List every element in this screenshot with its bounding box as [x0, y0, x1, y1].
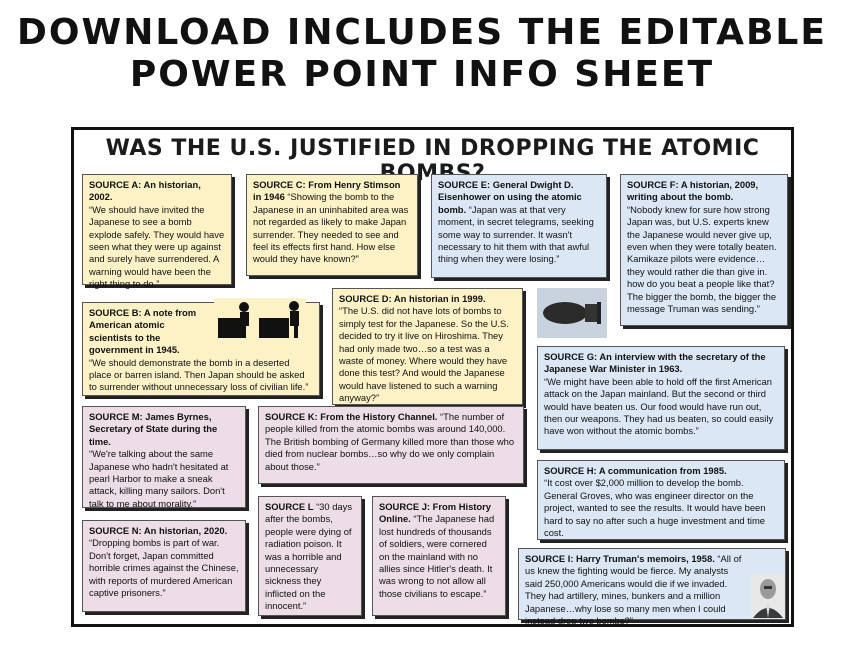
source-n-card [82, 520, 246, 612]
source-j-card [372, 496, 506, 616]
source-f-text: “Nobody knew for sure how strong Japan was, but U.S. experts knew the Japanese would never give up, even when they were totally beaten. Kamikaze pilots were evidence…they would rather die than give in. how do you beat a people like that? The bigger the bomb, the bigger the message Truman was sending.” [627, 203, 777, 315]
source-g-text: “We might have been able to hold off the first American attack on the Japan mainland. But the second or third would have beaten us. Our food would have run out, then our weapons. They had us beaten, so could easily have won without the atomic bombs.” [544, 375, 774, 437]
source-c-card [246, 174, 418, 276]
truman-portrait-image [751, 574, 785, 618]
source-b-heading: SOURCE B: A note from American atomic scientists to the government in 1945. [89, 307, 197, 356]
source-l-card [258, 496, 362, 616]
source-i-text: “All of us knew the fighting would be fierce. My analysts said 250,000 Americans would die if we invaded. They had artillery, mines, bunkers and a million Japanese…why lose so many men when I could instead drop two bombs?” [525, 553, 742, 627]
source-n-text: “Dropping bombs is part of war. Don't forget, Japan committed horrible crimes against the Chinese, with reports of murdered American captive prisoners.” [89, 537, 239, 599]
source-k-heading: SOURCE K: From the History Channel. [265, 411, 438, 422]
source-f-heading: SOURCE F: A historian, 2009, writing about the bomb. [627, 179, 759, 203]
source-h-text: “It cost over $2,000 million to develop the bomb. General Groves, who was engineer director on the project, wanted to see the results. It would have been hard to say no after such a huge investment and time cost. [544, 477, 766, 539]
source-d-card [332, 288, 523, 405]
source-m-heading: SOURCE M: James Byrnes, Secretary of State during the time. [89, 411, 218, 447]
source-f-card [620, 174, 788, 326]
source-a-card [82, 174, 232, 290]
scientists-silhouette-image [214, 298, 306, 342]
source-n-heading: SOURCE N: An historian, 2020. [89, 525, 228, 536]
source-b-text: “We should demonstrate the bomb in a deserted place or barren island. Then Japan should be asked to surrender without unnecessary loss of civilian life.” [89, 356, 309, 393]
source-k-text: “The number of people killed from the atomic bombs was around 140,000. The British bombing of Germany killed more than those who died from nuclear bombs…so why do we only complain about those.” [265, 411, 515, 472]
banner-line-1: DOWNLOAD INCLUDES THE EDITABLE [17, 12, 827, 53]
source-j-text: “The Japanese had lost hundreds of thousands of soldiers, were cornered on the mainland with no allies since Hitler's death. It was wrong to not allow all those civilians to escape.” [379, 513, 495, 599]
source-m-card [82, 406, 246, 508]
source-e-card [431, 174, 607, 278]
source-h-card [537, 460, 785, 540]
source-j-heading: SOURCE J: From History Online. [379, 501, 491, 525]
source-e-text: “Japan was at that very moment, in secret telegrams, seeking some way to surrender. It wasn't necessary to hit them with that awful thing when they were losing.” [438, 203, 594, 265]
source-a-text: “We should have invited the Japanese to see a bomb explode safely. They would have seen what they were up against and surely have surrendered. A warning would have been the right thing to do.” [89, 203, 225, 290]
sheet-title: WAS THE U.S. JUSTIFIED IN DROPPING THE ATOMIC [105, 136, 760, 161]
source-d-heading: SOURCE D: An historian in 1999. [339, 293, 486, 304]
atomic-bomb-image [537, 288, 607, 338]
source-c-text: “Showing the bomb to the Japanese in an uninhabited area was not regarded as likely to make Japan surrender. They needed to see and feel its effects first hand. How else would they have known?” [253, 191, 409, 265]
source-l-heading: SOURCE L [265, 501, 314, 512]
source-m-text: “We're talking about the same Japanese who hadn't hesitated at pearl Harbor to make a sneak attack, killing many sailors. Don't talk to me about morality.” [89, 448, 229, 509]
source-g-heading: SOURCE G: An interview with the secretary of the Japanese War Minister in 1963. [544, 351, 766, 375]
source-i-card [518, 548, 786, 627]
banner-line-2: POWER POINT INFO SHEET [129, 54, 715, 95]
source-d-text: “The U.S. did not have lots of bombs to simply test for the Japanese. So the U.S. decided to try it live on Hiroshima. They had only made two…so a test was a waste of money. Where would they have done this test? And would the Japanese would have listened to such a warning anyway?” [339, 305, 509, 404]
info-sheet [71, 127, 794, 627]
source-h-heading: SOURCE H: A communication from 1985. [544, 465, 727, 476]
source-k-card [258, 406, 524, 484]
source-i-heading: SOURCE I: Harry Truman's memoirs, 1958. [525, 553, 715, 564]
source-g-card [537, 346, 785, 450]
source-l-text: “30 days after the bombs, people were dying of radiation poison. It was a horrible and unnecessary sickness they inflicted on the innocent.” [265, 501, 353, 612]
source-a-heading: SOURCE A: An historian, 2002. [89, 179, 201, 203]
source-e-heading: SOURCE E: General Dwight D. Eisenhower on using the atomic bomb. [438, 179, 582, 215]
source-c-heading: SOURCE C: From Henry Stimson in 1946 [253, 179, 401, 203]
